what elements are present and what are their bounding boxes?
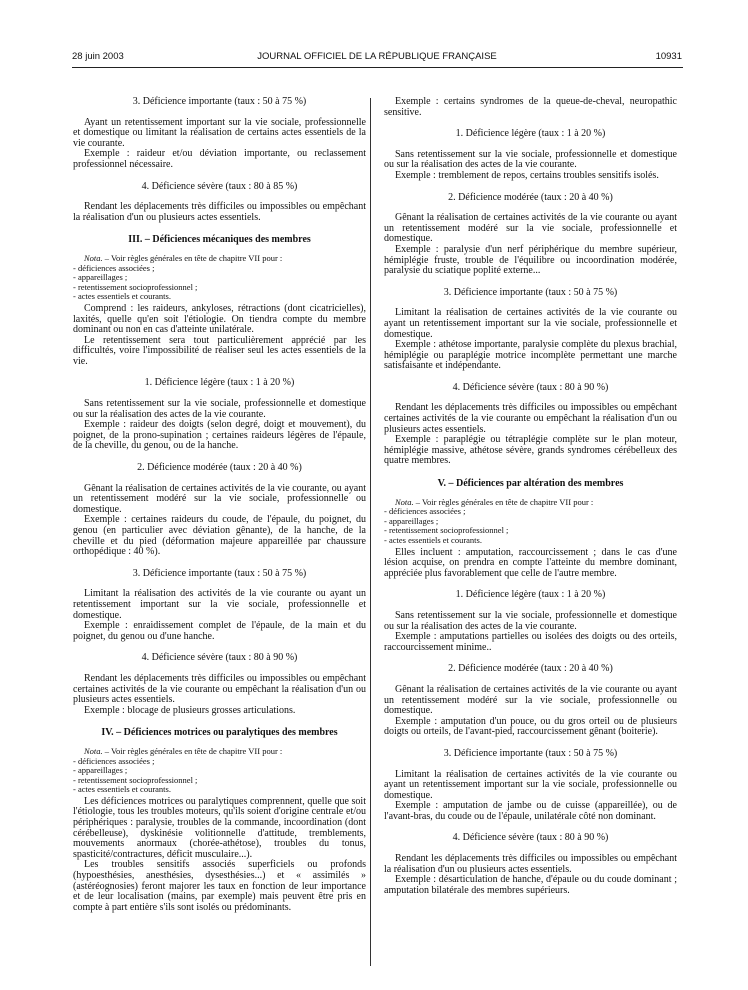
nota-text: – Voir règles générales en tête de chapitre VII pour : bbox=[102, 745, 283, 756]
subsection-heading: 2. Déficience modérée (taux : 20 à 40 %) bbox=[448, 663, 613, 675]
paragraph: Gênant la réalisation de certaines activités de la vie courante ou ayant un retentissement modéré sur la vie sociale, professionnelle ou domestique. bbox=[384, 683, 677, 717]
paragraph: Gênant la réalisation de certaines activités de la vie courante, ou ayant un retentissement modéré sur la vie sociale, professionnelle ou domestique. bbox=[73, 482, 366, 515]
page-number: 10931 bbox=[655, 51, 682, 62]
subsection-heading: 2. Déficience modérée (taux : 20 à 40 %) bbox=[137, 462, 302, 474]
subsection-heading: 4. Déficience sévère (taux : 80 à 85 %) bbox=[141, 180, 298, 192]
paragraph: Gênant la réalisation de certaines activités de la vie courante ou ayant un retentissement modéré sur la vie sociale, professionnelle et domestique. bbox=[384, 212, 677, 245]
list-item: - déficiences associées ; bbox=[73, 757, 366, 767]
paragraph: Rendant les déplacements très difficiles ou impossibles ou empêchant certaines activités de la vie courante ou empêchant la réalisation d'un ou plusieurs actes essentiels. bbox=[73, 672, 366, 706]
list-item: - retentissement socioprofessionnel ; bbox=[384, 526, 677, 536]
header-date: 28 juin 2003 bbox=[72, 51, 124, 62]
paragraph: Les déficiences motrices ou paralytiques comprennent, quelle que soit l'étiologie, tous les troubles moteurs, qu'ils soient d'origine centrale et/ou périphériques : paralysie, troubles de la commande, incoordination (dont cérébelleuse), dyskinésie volitionnelle d'attitude, tremblements, mouvements anormaux (chorée-athétose), troubles du tonus, spasticité/contractures, déficit musculaire...). bbox=[73, 795, 366, 860]
nota-text: – Voir règles générales en tête de chapitre VII pour : bbox=[413, 496, 594, 507]
subsection-heading: 4. Déficience sévère (taux : 80 à 90 %) bbox=[141, 652, 298, 664]
example-paragraph: Exemple : raideur et/ou déviation importante, ou reclassement professionnel nécessaire. bbox=[73, 148, 366, 170]
nota-text: – Voir règles générales en tête de chapitre VII pour : bbox=[102, 252, 283, 263]
list-item: - actes essentiels et courants. bbox=[384, 536, 677, 546]
nota-list bbox=[384, 507, 677, 545]
example-paragraph: Exemple : raideur des doigts (selon degré, doigt et mouvement), du poignet, de la prono-supination ; certaines raideurs légères de l'épaule, de la cheville, du genou, ou de la hanche. bbox=[73, 419, 366, 452]
example-paragraph: Exemple : amputations partielles ou isolées des doigts ou des orteils, raccourcissement minime.. bbox=[384, 631, 677, 653]
nota-label: Nota. bbox=[395, 496, 414, 507]
example-paragraph: Exemple : paralysie d'un nerf périphérique du membre supérieur, hémiplégie fruste, trouble de l'équilibre ou incoordination modérée, paralysie du sciatique poplité externe... bbox=[384, 243, 677, 277]
list-item: - déficiences associées ; bbox=[384, 507, 677, 517]
subsection-heading: 3. Déficience importante (taux : 50 à 75 %) bbox=[132, 567, 307, 579]
list-item: - déficiences associées ; bbox=[73, 264, 366, 274]
subsection-heading: 3. Déficience importante (taux : 50 à 75 %) bbox=[443, 286, 618, 298]
paragraph: Limitant la réalisation des activités de la vie courante ou ayant un retentissement important sur la vie sociale, professionnelle et domestique. bbox=[73, 588, 366, 621]
example-paragraph: Exemple : amputation d'un pouce, ou du gros orteil ou de plusieurs doigts ou orteils, de l'avant-pied, raccourcissement gênant (boiterie). bbox=[384, 715, 677, 738]
example-paragraph: Exemple : désarticulation de hanche, d'épaule ou du coude dominant ; amputation bilatérale des membres supérieurs. bbox=[384, 874, 677, 896]
paragraph: Sans retentissement sur la vie sociale, professionnelle et domestique ou sur la réalisation des actes de la vie courante. bbox=[384, 609, 677, 632]
paragraph: Comprend : les raideurs, ankyloses, rétractions (dont cicatricielles), laxités, quelle qu'en soit l'étiologie. On tiendra compte du membre dominant ou non en cas d'atteinte unilatérale. bbox=[73, 302, 366, 336]
paragraph: Sans retentissement sur la vie sociale, professionnelle et domestique ou sur la réalisation des actes de la vie courante. bbox=[73, 398, 366, 420]
example-paragraph: Exemple : paraplégie ou tétraplégie complète sur le plan moteur, hémiplégie massive, athétose sévère, grands syndromes cérébelleux des quatre membres. bbox=[384, 434, 677, 467]
page-header bbox=[72, 51, 682, 65]
list-item: - appareillages ; bbox=[384, 517, 677, 527]
list-item: - retentissement socioprofessionnel ; bbox=[73, 776, 366, 786]
subsection-heading: 4. Déficience sévère (taux : 80 à 90 %) bbox=[452, 832, 609, 844]
example-paragraph: Exemple : athétose importante, paralysie complète du plexus brachial, hémiplégie ou paraplégie motrice incomplète permettant une marche satisfaisante et indépendante. bbox=[384, 339, 677, 372]
journal-title: JOURNAL OFFICIEL DE LA RÉPUBLIQUE FRANÇAISE bbox=[257, 51, 497, 62]
subsection-heading: 3. Déficience importante (taux : 50 à 75 %) bbox=[443, 747, 618, 759]
paragraph: Les troubles sensitifs associés superficiels ou profonds (hypoesthésies, anesthésies, dysesthésies...) et « assimilés » (astéréognosies) feront majorer les taux en fonction de leur importance et de leur localisation (mains, par exemple) mais peuvent être pris en compte à part entière s'ils sont isolés ou prédominants. bbox=[73, 859, 366, 913]
subsection-heading: 1. Déficience légère (taux : 1 à 20 %) bbox=[455, 128, 606, 140]
section-title: V. – Déficiences par altération des membres bbox=[437, 478, 624, 490]
subsection-heading: 1. Déficience légère (taux : 1 à 20 %) bbox=[455, 589, 606, 601]
paragraph: Sans retentissement sur la vie sociale, professionnelle et domestique ou sur la réalisation des actes de la vie courante. bbox=[384, 148, 677, 171]
column-divider bbox=[370, 98, 371, 966]
list-item: - retentissement socioprofessionnel ; bbox=[73, 283, 366, 293]
paragraph: Elles incluent : amputation, raccourcissement ; dans le cas d'une lésion acquise, on prendra en compte l'atteinte du membre dominant, appréciée plus favorablement que celle de l'autre membre. bbox=[384, 546, 677, 579]
paragraph: Rendant les déplacements très difficiles ou impossibles ou empêchant la réalisation d'un ou plusieurs actes essentiels. bbox=[73, 201, 366, 223]
example-paragraph: Exemple : blocage de plusieurs grosses articulations. bbox=[84, 704, 296, 716]
example-paragraph: Exemple : amputation de jambe ou de cuisse (appareillée), ou de l'avant-bras, du coude ou de l'épaule, unilatérale côté non dominant. bbox=[384, 800, 677, 822]
right-column bbox=[384, 97, 677, 896]
list-item: - actes essentiels et courants. bbox=[73, 292, 366, 302]
section-title: IV. – Déficiences motrices ou paralytiques des membres bbox=[101, 727, 338, 739]
header-rule bbox=[72, 67, 683, 68]
example-paragraph: Exemple : tremblement de repos, certains troubles sensitifs isolés. bbox=[395, 169, 659, 181]
nota-label: Nota. bbox=[84, 745, 103, 756]
nota-list bbox=[73, 264, 366, 302]
paragraph: Limitant la réalisation de certaines activités de la vie courante ou ayant un retentissement important sur la vie sociale, professionnelle et domestique. bbox=[384, 307, 677, 340]
example-paragraph: Exemple : enraidissement complet de l'épaule, de la main et du poignet, du genou ou d'une hanche. bbox=[73, 620, 366, 642]
subsection-heading: 4. Déficience sévère (taux : 80 à 90 %) bbox=[452, 381, 609, 393]
list-item: - appareillages ; bbox=[73, 273, 366, 283]
left-column bbox=[73, 97, 366, 913]
section-title: III. – Déficiences mécaniques des membres bbox=[128, 234, 311, 246]
nota-list bbox=[73, 757, 366, 795]
paragraph: Limitant la réalisation de certaines activités de la vie courante ou ayant un retentissement important sur la vie sociale, professionnelle ou domestique. bbox=[384, 768, 677, 801]
paragraph: Rendant les déplacements très difficiles ou impossibles ou empêchant certaines activités de la vie courante ou empêchant la réalisation d'un ou plusieurs actes essentiels. bbox=[384, 402, 677, 435]
paragraph: Le retentissement sera tout particulièrement apprécié par les difficultés, voire l'impossibilité de réaliser seul les actes essentiels de la vie. bbox=[73, 334, 366, 367]
subsection-heading: 1. Déficience légère (taux : 1 à 20 %) bbox=[144, 377, 295, 389]
nota-label: Nota. bbox=[84, 252, 103, 263]
subsection-heading: 2. Déficience modérée (taux : 20 à 40 %) bbox=[448, 191, 613, 203]
list-item: - actes essentiels et courants. bbox=[73, 785, 366, 795]
example-paragraph: Exemple : certains syndromes de la queue-de-cheval, neuropathic sensitive. bbox=[384, 96, 677, 118]
subsection-heading: 3. Déficience importante (taux : 50 à 75 %) bbox=[132, 96, 307, 107]
list-item: - appareillages ; bbox=[73, 766, 366, 776]
example-paragraph: Exemple : certaines raideurs du coude, de l'épaule, du poignet, du genou (en particulier avec déviation gênante), de la hanche, de la cheville et du pied (déformation majeure appareillée par chaussure orthopédique : 40 %). bbox=[73, 514, 366, 558]
paragraph: Rendant les déplacements très difficiles ou impossibles ou empêchant la réalisation d'un ou plusieurs actes essentiels. bbox=[384, 853, 677, 875]
paragraph: Ayant un retentissement important sur la vie sociale, professionnelle et domestique ou limitant la réalisation de certains actes essentiels de la vie courante. bbox=[73, 116, 366, 149]
